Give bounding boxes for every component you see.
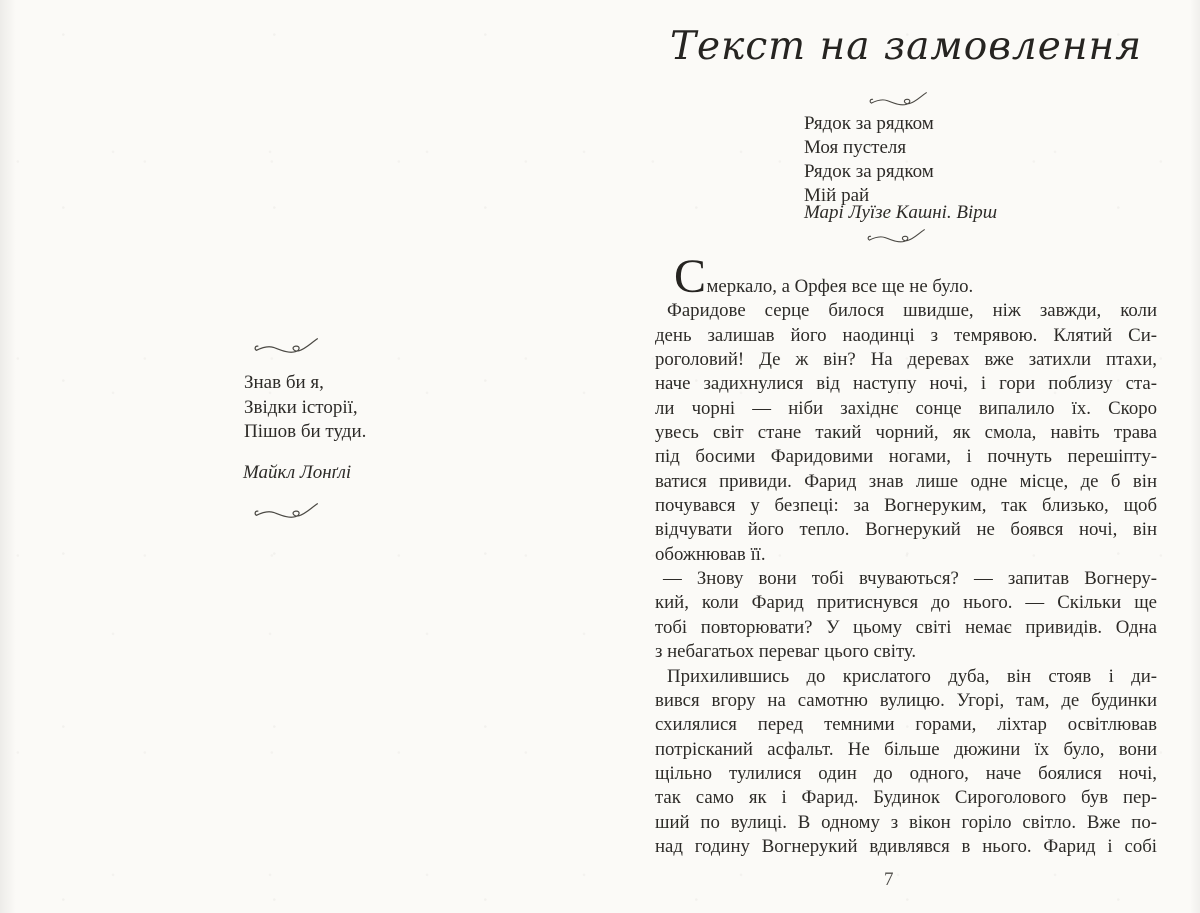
body-line: Фаридове серце билося швидше, ніж завжди, коли xyxy=(667,300,1157,322)
body-line: почувався у безпеці: за Вогнеруким, так близько, щоб xyxy=(655,495,1157,517)
chapter-title: Текст на замовлення xyxy=(669,24,1143,69)
epigraph-poem-line: Рядок за рядком xyxy=(804,161,934,182)
scan-edge-shadow xyxy=(1190,0,1200,913)
body-line: вився вгору на самотню вулицю. Угорі, там, де будинки xyxy=(655,689,1157,711)
left-epigraph-poem xyxy=(244,371,366,445)
body-line: так само як і Фарид. Будинок Сироголового був пер- xyxy=(655,787,1157,809)
body-line-text: меркало, а Орфея все ще не було. xyxy=(706,276,974,297)
epigraph-poem-line: Мій рай xyxy=(804,185,870,206)
body-line: ший по вулиці. В одному з вікон горіло світло. Вже по- xyxy=(655,811,1157,833)
body-line: над годину Вогнерукий вдивлявся в нього. Фарид і собі xyxy=(655,835,1157,857)
chapter-body-text xyxy=(655,250,1157,859)
flourish-icon xyxy=(250,336,322,360)
body-line: кий, коли Фарид притиснувся до нього. — Скільки ще xyxy=(655,592,1157,614)
body-line: потрісканий асфальт. Не більше дюжини їх було, вони xyxy=(655,738,1157,760)
body-line: під босими Фаридовими ногами, і почнуть перешіпту- xyxy=(655,446,1157,468)
body-line xyxy=(655,250,1157,303)
flourish-icon xyxy=(866,227,926,249)
body-line: тобі повторювати? У цьому світі немає привидів. Одна xyxy=(655,616,1157,638)
body-line: з небагатьох переваг цього світу. xyxy=(655,641,917,663)
epigraph-attribution: Майкл Лонґлі xyxy=(243,462,352,483)
body-line: схилялися перед темними горами, ліхтар освітлював xyxy=(655,714,1157,736)
epigraph-poem-line: Рядок за рядком xyxy=(804,113,934,134)
page-number: 7 xyxy=(884,869,894,890)
chapter-epigraph-poem xyxy=(804,112,934,208)
body-line: Прихилившись до крислатого дуба, він стояв і ди- xyxy=(667,665,1157,687)
body-line: ли чорні — ніби західнє сонце випалило їх. Скоро xyxy=(655,397,1157,419)
epigraph-poem-line: Знав би я, xyxy=(244,372,324,393)
body-line: відчувати його тепло. Вогнерукий не боявся ночі, він xyxy=(655,519,1157,541)
body-line: роголовий! Де ж він? На деревах вже затихли птахи, xyxy=(655,349,1157,371)
body-line: щільно тулилися один до одного, наче боялися ночі, xyxy=(655,762,1157,784)
flourish-icon xyxy=(868,90,928,112)
body-line: наче задихнулися від наступу ночі, і гори поблизу ста- xyxy=(655,373,1157,395)
scan-edge-shadow xyxy=(0,0,16,913)
epigraph-attribution: Марі Луїзе Кашні. Вірш xyxy=(804,202,998,223)
body-line: обожнював її. xyxy=(655,543,766,565)
body-line: увесь світ стане такий чорний, як смола, навіть трава xyxy=(655,422,1157,444)
drop-cap: С xyxy=(674,250,707,303)
epigraph-poem-line: Моя пустеля xyxy=(804,137,907,158)
epigraph-poem-line: Пішов би туди. xyxy=(244,421,367,442)
flourish-icon xyxy=(250,501,322,525)
body-line: — Знову вони тобі вчуваються? — запитав Вогнеру- xyxy=(663,568,1157,590)
body-line: ватися привиди. Фарид знав лише одне місце, де б він xyxy=(655,470,1157,492)
body-line: день залишав його наодинці з темрявою. Клятий Си- xyxy=(655,324,1157,346)
epigraph-poem-line: Звідки історії, xyxy=(244,396,358,418)
